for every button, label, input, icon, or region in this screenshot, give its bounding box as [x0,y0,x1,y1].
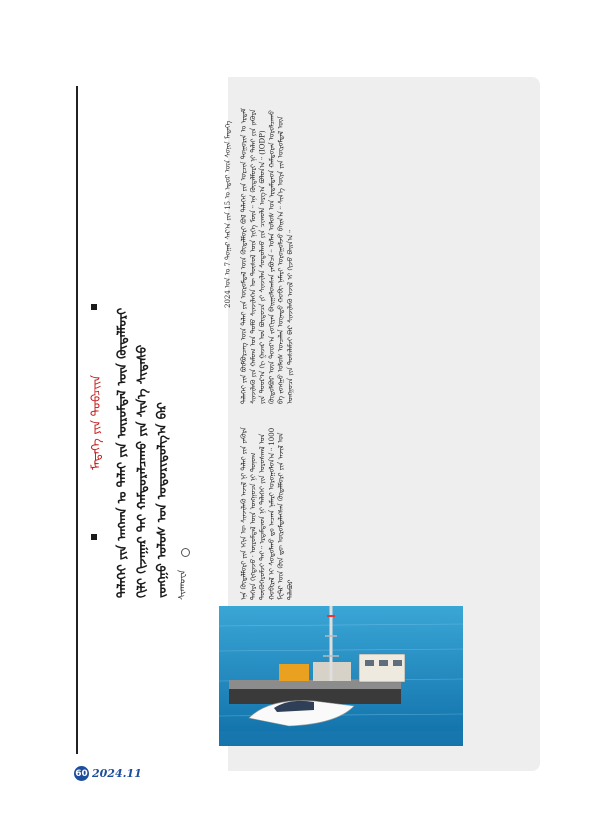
article-title [112,218,169,598]
byline-bullet-icon [181,548,190,557]
article-body-right [240,104,518,404]
photo-caption: 1000 ᠮᠧᠲ᠋ᠷ ᠦᠨ ᠭᠦᠨ ᠳᠦ ᠦᠷᠦᠮᠳᠡᠯᠡᠭᠰᠡᠨ ᠬᠥᠳᠡᠯᠮᠦᠷᠢ ᠶᠢᠨ ᠠᠵᠢᠯ ᠤᠨ ᠲᠠᠯᠠᠪᠤᠷ [267,427,295,600]
dateline [222,108,234,308]
decorative-square-bottom [91,534,97,540]
page-number: 60 [75,768,88,779]
byline [175,560,193,600]
byline-text: ᠰᠢᠨᠬᠤᠸᠠ [178,569,188,600]
title-line-1: ᠳᠡᠯᠡᠬᠡᠢ ᠶᠢᠨ ᠠᠩᠬᠠᠨ ᠤ ᠳᠠᠯᠠᠢ ᠶᠢᠨ ᠦᠷᠦᠮᠳᠡᠯ ᠦᠨ ᠬᠥᠳᠡᠯᠮᠦᠷᠢ [114,307,129,598]
paragraph: ᠲᠡᠯᠡᠬᠡᠢ ᠶᠢᠨ ᠪᠥᠮᠪᠥᠷᠴᠡᠭ ᠦᠨ ᠳᠠᠯᠠᠢ ᠶᠢᠨ ᠦᠷᠦᠮᠳᠡᠯ ᠦᠨ ᠬᠥᠳᠡᠯᠮᠦᠷᠢ ᠪᠣᠯ ᠳᠡᠯᠡᠬᠡᠢ ᠶᠢᠨ ᠣᠷᠴᠢᠨ ᠲᠣᠭᠣᠷᠢᠨ ᠤ ᠡᠷᠳᠡᠮ ᠰᠢᠨᠵᠢᠯᠡᠬᠦ ᠶᠢᠨ ᠬᠠᠮᠤᠭ ᠤᠨ ᠲᠣᠮᠣ ᠰᠢᠨᠵᠢᠯᠡᠭᠡᠨ ᠦ ᠲᠥᠰᠥᠯ ᠦᠨ ᠨᠢᠭᠡ ᠮᠦᠨ᠃ [240,108,258,404]
title-line-2: ᠬᠢᠯᠢ ᠬᠢᠵᠠᠭᠠᠷ ᠲᠠᠢ ᠬᠠᠮᠲᠤᠷᠠᠯᠴᠠᠬᠤ ᠶᠢᠨ ᠰᠢᠨ᠎ᠡ ᠰᠢᠳᠠᠰᠤ [134,344,149,598]
section-label [84,318,106,528]
drilling-platform-illustration [219,606,463,746]
drilling-platform-photo [219,606,463,746]
page-number-badge [74,766,89,781]
paragraph: ᠣᠯᠠᠨ ᠤᠯᠤᠰ ᠤᠨ ᠡᠷᠳᠡᠮᠲᠡᠳ ᠬᠠᠮᠲᠤᠷᠠᠨ ᠣᠷᠤᠯᠴᠠᠬᠤ ᠪᠠ ᠵᠣᠩᠭᠣ ᠤᠯᠤᠰ ᠣᠨᠴᠠᠯᠠᠨ ᠦᠨᠡᠲᠦ ᠬᠤᠪᠢ ᠨᠡᠮᠡᠷᠢ ᠣᠷᠣᠭᠤᠯᠵᠤ ᠪᠠᠢᠨ᠎ᠠ᠃ ᠰᠢᠨ᠎ᠡ ᠦᠶᠡ ᠶᠢᠨ ᠦᠷᠦᠮᠳᠡᠯ ᠦᠨ ᠣᠩᠭᠤᠴᠠ ᠶᠢᠨ ᠲᠤᠰᠠᠯᠠᠮᠵᠢ ᠪᠡᠷ ᠰᠢᠨᠵᠢᠯᠡᠬᠦ ᠠᠵᠢᠯ ᠢ ᠬᠢᠵᠦ ᠪᠠᠢᠨ᠎ᠠ᠃ [267,110,295,404]
paragraph: ᠡᠨᠡ ᠬᠥᠳᠡᠯᠮᠦᠷᠢ ᠶᠢᠨ ᠡᠬᠢᠨ ᠦ ᠰᠢᠨᠵᠢᠯᠡᠬᠦ ᠠᠵᠢᠯ ᠨᠢ ᠳᠠᠯᠠᠢ ᠶᠢᠨ ᠶᠡᠭᠦᠷᠡ ᠳᠡᠭᠡᠷᠡ ᠬᠢᠭᠳᠡᠵᠦ᠂ ᠦᠷᠦᠮᠳᠡᠯ ᠦᠨ ᠣᠩᠭᠤᠴᠠ ᠨᠢ ᠲᠣᠨᠣᠭ ᠲᠥᠬᠥᠭᠡᠷᠦᠮᠵᠢ ᠲᠠᠢ᠃ [240,427,267,600]
section-label-text: ᠮᠡᠳᠡᠭᠡ ᠶᠢᠨ ᠳᠣᠪᠴᠢᠶ᠋ᠠ [88,375,103,471]
vertical-divider [76,86,78,754]
decorative-square-top [91,304,97,310]
title-line-3: ᠵᠣᠩᠭᠣ ᠤᠯᠤᠰ ᠤᠨ ᠤᠳᠤᠷᠢᠳᠤᠯᠭ᠎ᠠ ᠪᠠᠷ [154,402,169,598]
issue-label: 2024.11 [92,767,142,780]
article-body-left [240,420,518,600]
dateline-text: 2024 ᠣᠨ ᠤ 7 ᠳᠤᠭᠠᠷ ᠰᠠᠷ᠎ᠠ ᠶᠢᠨ 15 ᠤ ᠡᠳᠦᠷ ᠦᠨ ᠰᠣᠨᠢᠨ ᠮᠡᠳᠡᠭᠡ [224,120,232,308]
paragraph: ᠡᠨᠡ ᠬᠥᠳᠡᠯᠮᠦᠷᠢ ᠨᠢ ᠳᠠᠯᠠᠢ ᠶᠢᠨ ᠶᠡᠭᠦᠷᠡ ᠶᠢᠨ ᠳᠣᠣᠷ᠎ᠠ ᠬᠢ ᠭᠠᠵᠠᠷ ᠤᠨ ᠪᠦᠲᠦᠴᠡ ᠶᠢ ᠰᠢᠨᠵᠢᠯᠡᠨ ᠰᠤᠳᠤᠯᠬᠤ ᠶᠢᠨ ᠴᠢᠬᠤᠯᠠ ᠠᠷᠭ᠎ᠠ ᠪᠣᠯᠤᠨ᠎ᠠ᠃ (IODP) ᠬᠥᠲᠦᠯᠪᠦᠷ ᠦᠨ ᠳᠣᠣᠷ᠎ᠠ ᠵᠣᠬᠢᠶᠠᠨ ᠪᠠᠢᠭᠤᠯᠤᠭᠰᠠᠨ ᠶᠠᠪᠤᠴᠠ᠃ [249,109,276,404]
paragraph: ᠡᠷᠳᠡᠮᠲᠡᠳ ᠨᠢ ᠳᠡᠯᠡᠬᠡᠢ ᠶᠢᠨ ᠤᠷᠤᠰᠬᠠᠯ ᠤᠨ ᠬᠤᠪᠢᠷᠠᠯ ᠢ ᠰᠤᠳᠤᠯᠬᠤ ᠳᠤ ᠠᠴᠬᠠ ᠨᠡᠮᠡᠷᠢ ᠣᠷᠣᠭᠤᠯᠤᠨ᠎ᠠ᠃ [258,433,276,600]
